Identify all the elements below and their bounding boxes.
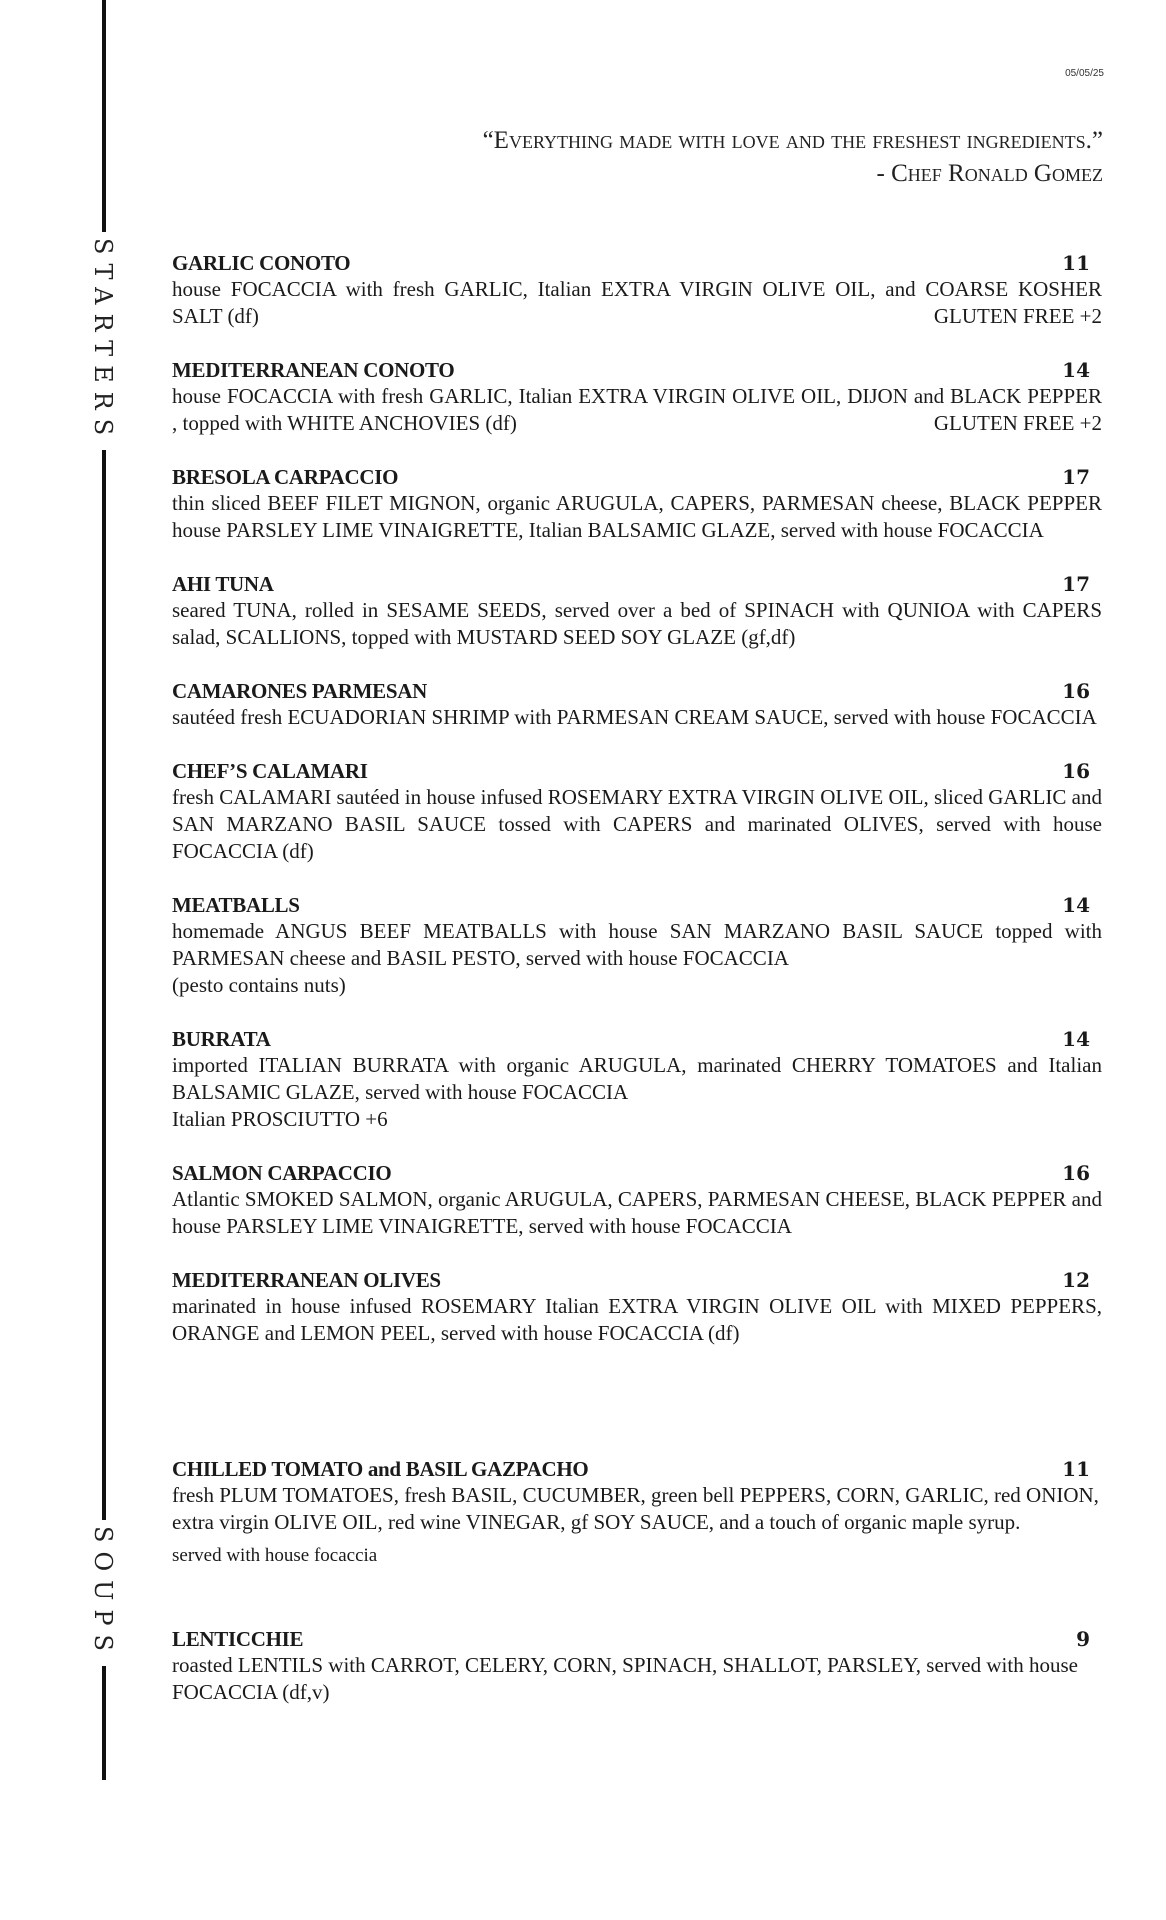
item-note: Italian PROSCIUTTO +6 (172, 1107, 388, 1131)
item-description: fresh CALAMARI sautéed in house infused ROSEMARY EXTRA VIRGIN OLIVE OIL, sliced GARLIC and SAN MARZANO BASIL SAUCE tossed with CAPERS and marinated OLIVES, served with house FOCACCIA (df) (172, 785, 1102, 863)
section-label-starters: STARTERS (91, 232, 117, 450)
item-gluten-free-option: GLUTEN FREE +2 (933, 304, 1102, 328)
item-price: 9 (1076, 1627, 1090, 1651)
item-name: CAMARONES PARMESAN (172, 679, 427, 703)
section-label-soups: SOUPS (91, 1520, 117, 1666)
item-description: roasted LENTILS with CARROT, CELERY, CORN, SPINACH, SHALLOT, PARSLEY, served with house FOCACCIA (df,v) (172, 1653, 1078, 1704)
item-price: 14 (1062, 358, 1090, 382)
item-price: 11 (1062, 251, 1090, 275)
menu-item (172, 571, 1102, 651)
menu-item (172, 1160, 1102, 1240)
item-description: house FOCACCIA with fresh GARLIC, Italian EXTRA VIRGIN OLIVE OIL, DIJON and BLACK PEPPER , topped with WHITE ANCHOVIES (df) (172, 384, 1102, 435)
item-description: fresh PLUM TOMATOES, fresh BASIL, CUCUMBER, green bell PEPPERS, CORN, GARLIC, red ONION, extra virgin OLIVE OIL, red wine VINEGAR, gf SOY SAUCE, and a touch of organic maple syrup. (172, 1483, 1099, 1534)
menu-date: 05/05/25 (1065, 68, 1104, 79)
item-price: 16 (1062, 679, 1090, 703)
item-description: homemade ANGUS BEEF MEATBALLS with house SAN MARZANO BASIL SAUCE topped with PARMESAN cheese and BASIL PESTO, served with house FOCACCIA (172, 919, 1102, 970)
menu-item (172, 758, 1102, 865)
menu-item (172, 1267, 1102, 1347)
menu-item (172, 892, 1102, 999)
item-description: sautéed fresh ECUADORIAN SHRIMP with PARMESAN CREAM SAUCE, served with house FOCACCIA (172, 705, 1097, 729)
item-name: BRESOLA CARPACCIO (172, 465, 399, 489)
item-description: imported ITALIAN BURRATA with organic ARUGULA, marinated CHERRY TOMATOES and Italian BALSAMIC GLAZE, served with house FOCACCIA (172, 1053, 1102, 1104)
item-name: CHEF’S CALAMARI (172, 759, 368, 783)
item-gluten-free-option: GLUTEN FREE +2 (933, 411, 1102, 435)
item-price: 11 (1062, 1457, 1090, 1481)
item-price: 14 (1062, 893, 1090, 917)
item-name: BURRATA (172, 1027, 271, 1051)
menu-item (172, 464, 1102, 544)
quote-text: “Everything made with love and the freshest ingredients.” (482, 127, 1103, 154)
chef-quote (483, 124, 1103, 190)
item-price: 16 (1062, 1161, 1090, 1185)
item-price: 16 (1062, 759, 1090, 783)
menu-item (172, 1626, 1102, 1706)
menu-item (172, 678, 1102, 731)
item-description: marinated in house infused ROSEMARY Italian EXTRA VIRGIN OLIVE OIL with MIXED PEPPERS, ORANGE and LEMON PEEL, served with house FOCACCIA (df) (172, 1294, 1102, 1345)
item-price: 17 (1062, 465, 1090, 489)
item-note: served with house focaccia (172, 1545, 378, 1566)
item-name: MEATBALLS (172, 893, 300, 917)
menu-item (172, 250, 1102, 330)
item-description: house FOCACCIA with fresh GARLIC, Italian EXTRA VIRGIN OLIVE OIL, and COARSE KOSHER SALT (df) (172, 277, 1102, 328)
quote-author: - Chef Ronald Gomez (876, 160, 1103, 187)
item-name: LENTICCHIE (172, 1627, 304, 1651)
item-name: SALMON CARPACCIO (172, 1161, 392, 1185)
item-name: MEDITERRANEAN CONOTO (172, 358, 455, 382)
menu-item (172, 1456, 1102, 1569)
item-note: (pesto contains nuts) (172, 973, 346, 997)
item-price: 17 (1062, 572, 1090, 596)
item-description: thin sliced BEEF FILET MIGNON, organic ARUGULA, CAPERS, PARMESAN cheese, BLACK PEPPER house PARSLEY LIME VINAIGRETTE, Italian BALSAMIC GLAZE, served with house FOCACCIA (172, 491, 1102, 542)
menu-item (172, 357, 1102, 437)
item-description: seared TUNA, rolled in SESAME SEEDS, served over a bed of SPINACH with QUNIOA with CAPERS salad, SCALLIONS, topped with MUSTARD SEED SOY GLAZE (gf,df) (172, 598, 1102, 649)
item-name: MEDITERRANEAN OLIVES (172, 1268, 441, 1292)
menu-item (172, 1026, 1102, 1133)
item-price: 14 (1062, 1027, 1090, 1051)
item-price: 12 (1062, 1268, 1090, 1292)
item-description: Atlantic SMOKED SALMON, organic ARUGULA, CAPERS, PARMESAN CHEESE, BLACK PEPPER and house PARSLEY LIME VINAIGRETTE, served with house FOCACCIA (172, 1187, 1102, 1238)
item-name: CHILLED TOMATO and BASIL GAZPACHO (172, 1457, 589, 1481)
item-name: AHI TUNA (172, 572, 274, 596)
item-name: GARLIC CONOTO (172, 251, 351, 275)
